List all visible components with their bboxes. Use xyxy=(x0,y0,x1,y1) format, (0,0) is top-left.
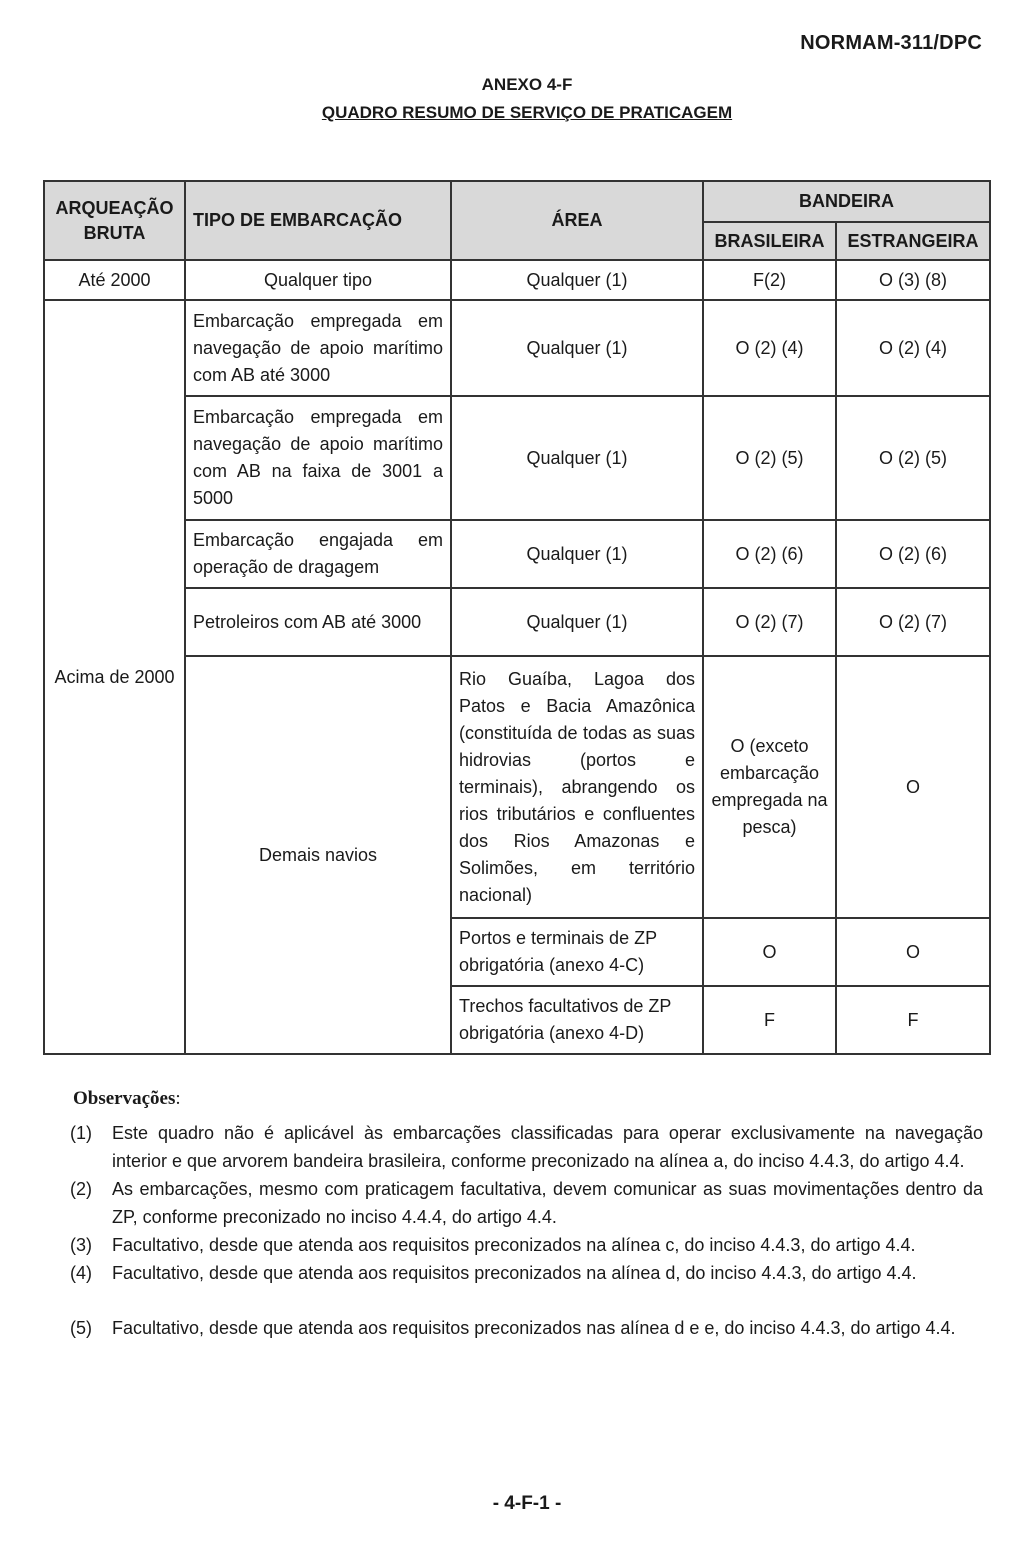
cell-area: Qualquer (1) xyxy=(451,300,703,396)
cell-area: Qualquer (1) xyxy=(451,588,703,656)
observation-text: Este quadro não é aplicável às embarcações classificadas para operar exclusivamente na navegação interior e que arvorem bandeira brasileira, conforme preconizado na alínea a, do inciso 4.4.3, do artigo 4.4. xyxy=(112,1123,983,1171)
cell-brasileira: O xyxy=(703,918,836,986)
cell-estrangeira: O (2) (6) xyxy=(836,520,990,588)
page-number: - 4-F-1 - xyxy=(492,1493,562,1514)
cell-tipo: Embarcação empregada em navegação de apoio marítimo com AB na faixa de 3001 a 5000 xyxy=(185,396,451,520)
cell-tipo: Petroleiros com AB até 3000 xyxy=(185,588,451,656)
cell-brasileira: F(2) xyxy=(703,260,836,300)
list-item xyxy=(70,1175,983,1231)
table-row xyxy=(44,588,990,656)
cell-estrangeira: O (2) (4) xyxy=(836,300,990,396)
cell-area: Trechos facultativos de ZP obrigatória (anexo 4-D) xyxy=(451,986,703,1054)
cell-area: Qualquer (1) xyxy=(451,396,703,520)
cell-tipo: Demais navios xyxy=(185,656,451,1054)
cell-estrangeira: O (2) (5) xyxy=(836,396,990,520)
annex-title: ANEXO 4-F xyxy=(481,75,573,94)
table-row xyxy=(44,396,990,520)
table-row xyxy=(44,260,990,300)
cell-area: Portos e terminais de ZP obrigatória (anexo 4-C) xyxy=(451,918,703,986)
table-row xyxy=(44,520,990,588)
observation-text: Facultativo, desde que atenda aos requisitos preconizados nas alínea d e e, do inciso 4.4.3, do artigo 4.4. xyxy=(112,1318,956,1338)
pilotage-summary-table xyxy=(43,180,991,1055)
observation-number: (1) xyxy=(70,1123,92,1143)
document-code: NORMAM-311/DPC xyxy=(800,32,982,54)
observation-number: (4) xyxy=(70,1263,92,1283)
list-item xyxy=(70,1119,983,1175)
cell-brasileira: F xyxy=(703,986,836,1054)
header-bandeira: BANDEIRA xyxy=(703,181,990,222)
cell-brasileira: O (2) (5) xyxy=(703,396,836,520)
header-brasileira: BRASILEIRA xyxy=(703,222,836,260)
list-item xyxy=(70,1231,983,1259)
table-row xyxy=(44,656,990,918)
cell-area: Rio Guaíba, Lagoa dos Patos e Bacia Amazônica (constituída de todas as suas hidrovias (portos e terminais), abrangendo os rios tributários e confluentes dos Rios Amazonas e Solimões, em território nacional) xyxy=(451,656,703,918)
table-row xyxy=(44,300,990,396)
observation-number: (5) xyxy=(70,1318,92,1338)
observations-list xyxy=(70,1119,983,1342)
cell-brasileira: O (exceto embarcação empregada na pesca) xyxy=(703,656,836,918)
observations-title xyxy=(73,1088,181,1110)
list-item xyxy=(70,1314,983,1342)
observation-number: (3) xyxy=(70,1235,92,1255)
cell-area: Qualquer (1) xyxy=(451,260,703,300)
cell-arqueacao: Até 2000 xyxy=(44,260,185,300)
cell-estrangeira: O (3) (8) xyxy=(836,260,990,300)
cell-area: Qualquer (1) xyxy=(451,520,703,588)
list-item xyxy=(70,1259,983,1287)
observation-text: As embarcações, mesmo com praticagem facultativa, devem comunicar as suas movimentações dentro da ZP, conforme preconizado no inciso 4.4.4, do artigo 4.4. xyxy=(112,1179,983,1227)
header-arqueacao: ARQUEAÇÃO BRUTA xyxy=(44,181,185,260)
cell-arqueacao: Acima de 2000 xyxy=(44,300,185,1054)
observations-title-text: Observações xyxy=(73,1088,176,1109)
observation-text: Facultativo, desde que atenda aos requisitos preconizados na alínea c, do inciso 4.4.3, do artigo 4.4. xyxy=(112,1235,916,1255)
observations-title-colon: : xyxy=(175,1088,181,1109)
cell-estrangeira: F xyxy=(836,986,990,1054)
cell-tipo: Qualquer tipo xyxy=(185,260,451,300)
header-tipo: TIPO DE EMBARCAÇÃO xyxy=(185,181,451,260)
table-header-row xyxy=(44,181,990,222)
cell-brasileira: O (2) (7) xyxy=(703,588,836,656)
observation-number: (2) xyxy=(70,1179,92,1199)
annex-subtitle: QUADRO RESUMO DE SERVIÇO DE PRATICAGEM xyxy=(321,103,733,122)
cell-brasileira: O (2) (6) xyxy=(703,520,836,588)
cell-tipo: Embarcação engajada em operação de dragagem xyxy=(185,520,451,588)
cell-estrangeira: O xyxy=(836,918,990,986)
observation-text: Facultativo, desde que atenda aos requisitos preconizados na alínea d, do inciso 4.4.3, do artigo 4.4. xyxy=(112,1263,917,1283)
cell-estrangeira: O (2) (7) xyxy=(836,588,990,656)
header-area: ÁREA xyxy=(451,181,703,260)
cell-brasileira: O (2) (4) xyxy=(703,300,836,396)
cell-tipo: Embarcação empregada em navegação de apoio marítimo com AB até 3000 xyxy=(185,300,451,396)
header-estrangeira: ESTRANGEIRA xyxy=(836,222,990,260)
cell-estrangeira: O xyxy=(836,656,990,918)
